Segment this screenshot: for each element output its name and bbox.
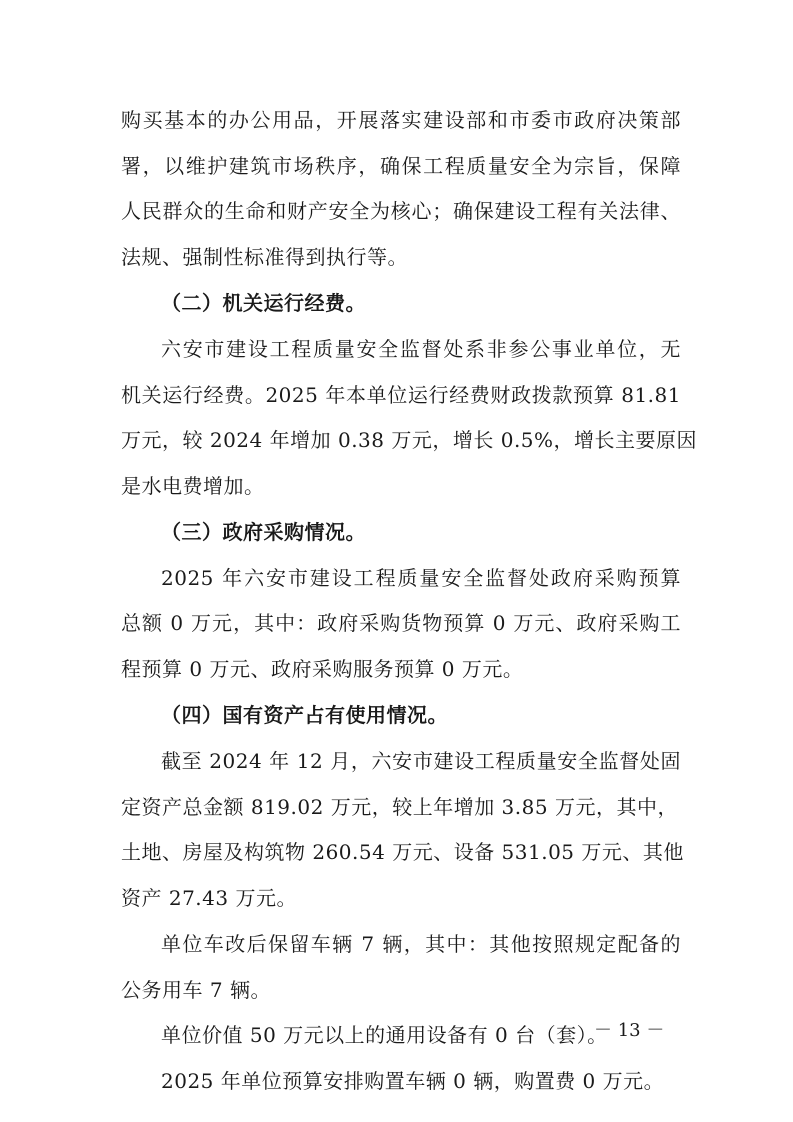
paragraph-line: 单位车改后保留车辆 7 辆，其中：其他按照规定配备的 (161, 932, 681, 956)
paragraph-line: 单位价值 50 万元以上的通用设备有 0 台（套）。 (161, 1023, 608, 1047)
paragraph-line: 人民群众的生命和财产安全为核心；确保建设工程有关法律、 (121, 199, 681, 223)
paragraph-line: 土地、房屋及构筑物 260.54 万元、设备 531.05 万元、其他 (121, 840, 684, 864)
paragraph-line: 万元，较 2024 年增加 0.38 万元，增长 0.5%，增长主要原因 (121, 428, 698, 452)
section-heading-3: （三）政府采购情况。 (161, 520, 366, 544)
paragraph-line: 程预算 0 万元、政府采购服务预算 0 万元。 (121, 657, 524, 681)
paragraph-line: 六安市建设工程质量安全监督处系非参公事业单位，无 (161, 337, 681, 361)
paragraph-line: 公务用车 7 辆。 (121, 978, 271, 1002)
paragraph-line: 是水电费增加。 (121, 474, 265, 498)
paragraph-line: 2025 年六安市建设工程质量安全监督处政府采购预算 (161, 566, 681, 590)
section-heading-2: （二）机关运行经费。 (161, 291, 366, 315)
paragraph-line: 2025 年单位预算安排购置车辆 0 辆，购置费 0 万元。 (161, 1069, 665, 1093)
paragraph-line: 机关运行经费。2025 年本单位运行经费财政拨款预算 81.81 (121, 383, 681, 407)
paragraph-line: 总额 0 万元，其中：政府采购货物预算 0 万元、政府采购工 (121, 611, 681, 635)
paragraph-line: 截至 2024 年 12 月，六安市建设工程质量安全监督处固 (161, 749, 681, 773)
paragraph-line: 署，以维护建筑市场秩序，确保工程质量安全为宗旨，保障 (121, 154, 681, 178)
page-number: － 13 － (594, 1020, 665, 1041)
paragraph-line: 资产 27.43 万元。 (121, 886, 297, 910)
paragraph-line: 法规、强制性标准得到执行等。 (121, 245, 408, 269)
section-heading-4: （四）国有资产占有使用情况。 (161, 703, 448, 727)
paragraph-line: 购买基本的办公用品，开展落实建设部和市委市政府决策部 (121, 108, 681, 132)
paragraph-line: 定资产总金额 819.02 万元，较上年增加 3.85 万元，其中， (121, 795, 678, 819)
